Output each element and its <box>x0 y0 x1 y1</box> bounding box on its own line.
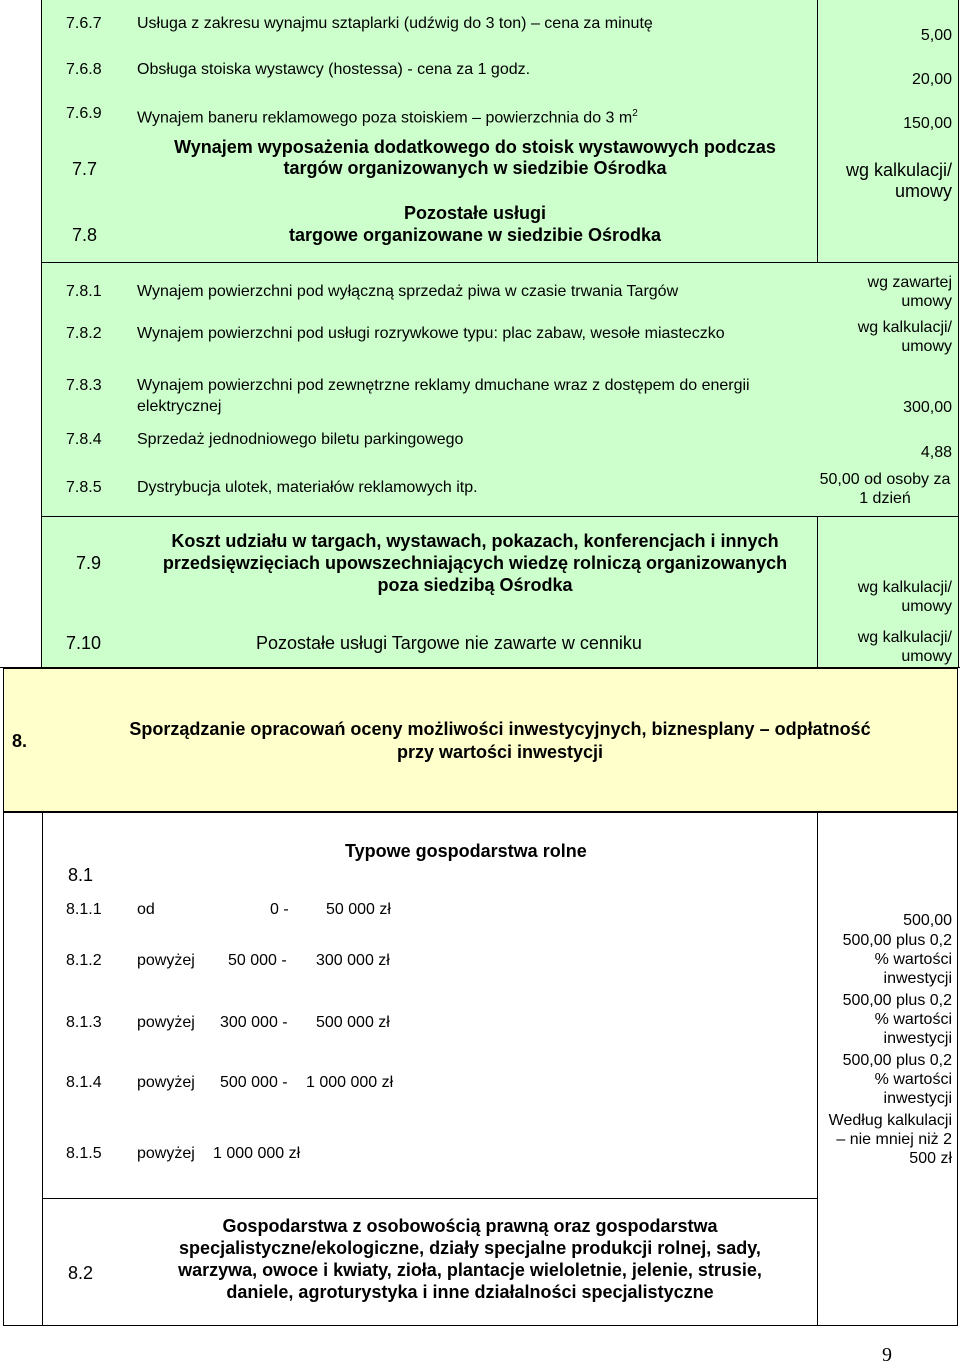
row-num: 8.1.5 <box>66 1145 102 1162</box>
row-desc-line1: Wynajem wyposażenia dodatkowego do stoisk wystawowych podczas <box>174 137 776 157</box>
row-num: 8.1.1 <box>66 901 102 918</box>
row-range-start: 0 - <box>270 901 289 918</box>
row-range-start: 50 000 - <box>228 952 287 969</box>
row-range-end: 50 000 zł <box>326 901 391 918</box>
row-desc: Wynajem powierzchni pod wyłączną sprzedaż piwa w czasie trwania Targów <box>137 283 679 300</box>
row-desc-line1: Pozostałe usługi <box>403 203 547 223</box>
row-desc-line1: Gospodarstwa z osobowością prawną oraz gospodarstwa <box>222 1216 718 1236</box>
inner-col-left <box>42 812 43 1326</box>
page-number: 9 <box>882 1344 892 1366</box>
row-price: 500,00 <box>903 912 952 929</box>
row-price: 500,00 plus 0,2 % wartości inwestycji <box>842 932 952 987</box>
row-desc-line4: daniele, agroturystyka i inne działalności specjalistyczne <box>226 1282 714 1302</box>
row-from: od <box>137 901 155 918</box>
row-price: 50,00 od osoby za 1 dzień <box>819 471 951 507</box>
section-8-header <box>3 668 958 812</box>
row-range-end: 500 000 zł <box>316 1014 390 1031</box>
row-range-start: 1 000 000 zł <box>213 1145 301 1162</box>
row-price: 500,00 plus 0,2 % wartości inwestycji <box>842 992 952 1047</box>
right-border <box>958 0 959 668</box>
row-price: 500,00 plus 0,2 % wartości inwestycji <box>842 1052 952 1107</box>
row-num: 8.1.2 <box>66 952 102 969</box>
row-desc <box>137 104 638 127</box>
row-desc: Sprzedaż jednodniowego biletu parkingowego <box>137 431 464 448</box>
row-desc-line2: elektrycznej <box>137 398 222 415</box>
row-num: 7.8 <box>72 225 98 245</box>
section-num: 8. <box>12 731 28 751</box>
row-desc-line3: warzywa, owoce i kwiaty, zioła, plantacje wieloletnie, jelenie, strusie, <box>178 1260 762 1280</box>
row-price: wg kalkulacji/ umowy <box>857 319 952 355</box>
row-divider <box>42 1198 818 1199</box>
section-title-line1: Sporządzanie opracowań oceny możliwości inwestycyjnych, biznesplany – odpłatność <box>129 719 871 739</box>
row-num: 7.6.7 <box>66 15 102 32</box>
row-num: 8.2 <box>68 1263 94 1283</box>
row-price: 5,00 <box>920 27 952 44</box>
row-desc-line2: targów organizowanych w siedzibie Ośrodka <box>283 158 667 178</box>
row-num: 8.1.4 <box>66 1074 102 1091</box>
row-desc-line2: specjalistyczne/ekologiczne, działy specjalne produkcji rolnej, sady, <box>179 1238 761 1258</box>
row-range-end: 1 000 000 zł <box>306 1074 394 1091</box>
row-desc: Usługa z zakresu wynajmu sztaplarki (udźwig do 3 ton) – cena za minutę <box>137 15 653 32</box>
row-price: 300,00 <box>903 399 952 416</box>
row-price: wg kalkulacji/ umowy <box>845 160 952 201</box>
subsection-title: Typowe gospodarstwa rolne <box>345 841 587 861</box>
row-price: wg kalkulacji/ umowy <box>857 629 952 665</box>
row-desc-line2: targowe organizowane w siedzibie Ośrodka <box>288 225 662 245</box>
row-price: 150,00 <box>903 115 952 132</box>
row-price: wg zawartej umowy <box>867 274 952 310</box>
row-range-start: 300 000 - <box>220 1014 288 1031</box>
column-divider <box>817 0 818 262</box>
row-divider <box>42 262 959 263</box>
row-num: 7.8.5 <box>66 479 102 496</box>
row-divider <box>42 516 959 517</box>
row-price: 4,88 <box>920 444 952 461</box>
row-num: 7.6.9 <box>66 105 102 122</box>
row-from: powyżej <box>137 952 195 969</box>
row-num: 8.1.3 <box>66 1014 102 1031</box>
row-from: powyżej <box>137 1145 195 1162</box>
row-desc-line3: poza siedzibą Ośrodka <box>377 575 573 595</box>
row-desc-line1: Koszt udziału w targach, wystawach, pokazach, konferencjach i innych <box>171 531 779 551</box>
row-range-start: 500 000 - <box>220 1074 288 1091</box>
row-num: 7.8.4 <box>66 431 102 448</box>
section-title-line2: przy wartości inwestycji <box>396 742 604 762</box>
row-num: 7.10 <box>66 633 102 653</box>
row-num: 7.9 <box>76 553 102 573</box>
row-num: 7.8.3 <box>66 377 102 394</box>
row-desc: Pozostałe usługi Targowe nie zawarte w cenniku <box>256 633 642 653</box>
row-desc: Wynajem powierzchni pod usługi rozrywkowe typu: plac zabaw, wesołe miasteczko <box>137 325 725 342</box>
row-desc: Obsługa stoiska wystawcy (hostessa) - cena za 1 godz. <box>137 61 531 78</box>
row-num: 8.1 <box>68 865 94 885</box>
row-price: 20,00 <box>911 71 952 88</box>
row-from: powyżej <box>137 1014 195 1031</box>
row-num: 7.7 <box>72 159 98 179</box>
row-desc-text: Wynajem baneru reklamowego poza stoiskiem – powierzchnia do 3 m <box>137 109 633 127</box>
row-num: 7.6.8 <box>66 61 102 78</box>
row-num: 7.8.2 <box>66 325 102 342</box>
row-desc: Dystrybucja ulotek, materiałów reklamowych itp. <box>137 479 478 496</box>
row-price: wg kalkulacji/ umowy <box>857 579 952 615</box>
row-range-end: 300 000 zł <box>316 952 390 969</box>
row-desc-line1: Wynajem powierzchni pod zewnętrzne reklamy dmuchane wraz z dostępem do energii <box>137 377 750 394</box>
superscript: 2 <box>632 108 638 119</box>
row-desc-line2: przedsięwzięciach upowszechniających wiedzę rolniczą organizowanych <box>162 553 788 573</box>
row-price: Według kalkulacji – nie mniej niż 2 500 zł <box>828 1112 952 1167</box>
row-from: powyżej <box>137 1074 195 1091</box>
row-num: 7.8.1 <box>66 283 102 300</box>
left-border <box>0 0 42 668</box>
